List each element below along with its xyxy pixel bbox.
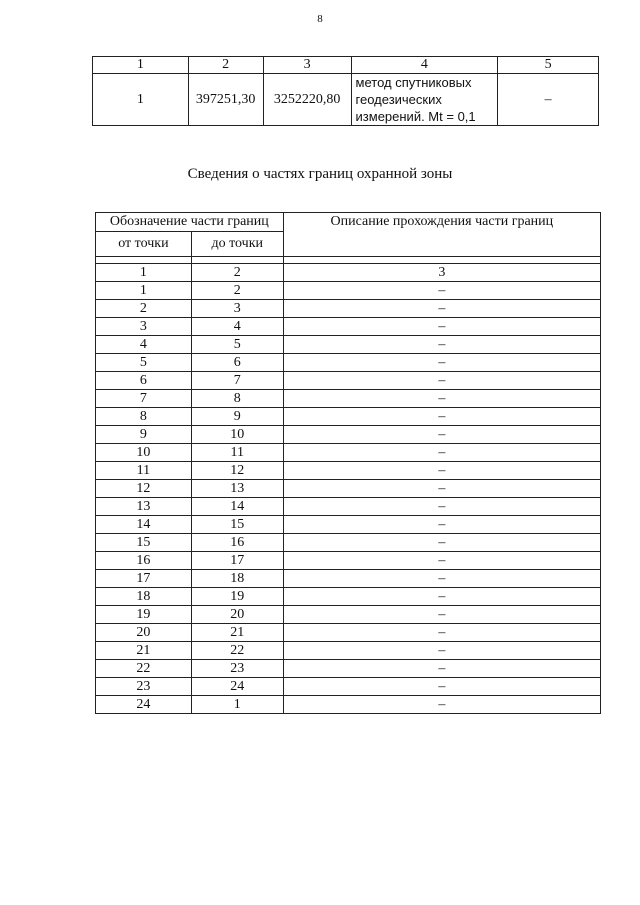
- to-point-cell: 14: [191, 498, 283, 516]
- to-point-cell: 9: [191, 408, 283, 426]
- header-description: Описание прохождения части границ: [283, 213, 600, 257]
- description-cell: –: [283, 354, 600, 372]
- table-row: [96, 642, 601, 660]
- to-point-cell: 22: [191, 642, 283, 660]
- description-cell: –: [283, 624, 600, 642]
- table-row: [96, 336, 601, 354]
- to-point-cell: 11: [191, 444, 283, 462]
- coordinate-x: 397251,30: [188, 74, 263, 126]
- table-row: [96, 408, 601, 426]
- table-row: [96, 588, 601, 606]
- from-point-cell: 18: [96, 588, 192, 606]
- description-cell: –: [283, 498, 600, 516]
- description-cell: –: [283, 588, 600, 606]
- from-point-cell: 13: [96, 498, 192, 516]
- from-point-cell: 10: [96, 444, 192, 462]
- from-point-cell: 4: [96, 336, 192, 354]
- to-point-cell: 12: [191, 462, 283, 480]
- header-from-point: от точки: [96, 232, 192, 257]
- table-row: [96, 390, 601, 408]
- to-point-cell: 24: [191, 678, 283, 696]
- section-title: Сведения о частях границ охранной зоны: [187, 166, 453, 182]
- table-row: [96, 552, 601, 570]
- description-cell: –: [283, 300, 600, 318]
- header-to-point: до точки: [191, 232, 283, 257]
- table-row: [96, 624, 601, 642]
- column-5-value: –: [498, 74, 599, 126]
- description-cell: –: [283, 426, 600, 444]
- to-point-cell: 1: [191, 696, 283, 714]
- description-cell: –: [283, 516, 600, 534]
- from-point-cell: 11: [96, 462, 192, 480]
- from-point-cell: 21: [96, 642, 192, 660]
- description-cell: –: [283, 696, 600, 714]
- from-point-cell: 22: [96, 660, 192, 678]
- to-point-cell: 7: [191, 372, 283, 390]
- from-point-cell: 15: [96, 534, 192, 552]
- table-row: [96, 516, 601, 534]
- description-cell: –: [283, 390, 600, 408]
- to-point-cell: 21: [191, 624, 283, 642]
- from-point-cell: 20: [96, 624, 192, 642]
- coordinates-row: [93, 74, 599, 126]
- table-row: [96, 426, 601, 444]
- table-row: [96, 282, 601, 300]
- coordinate-y: 3252220,80: [263, 74, 351, 126]
- method-line: метод спутниковых: [355, 75, 472, 90]
- from-point-cell: 9: [96, 426, 192, 444]
- description-cell: –: [283, 552, 600, 570]
- to-point-cell: 6: [191, 354, 283, 372]
- column-number-5: 5: [498, 57, 599, 74]
- table-row: [96, 372, 601, 390]
- description-cell: –: [283, 444, 600, 462]
- from-point-cell: 6: [96, 372, 192, 390]
- to-point-cell: 16: [191, 534, 283, 552]
- from-point-cell: 19: [96, 606, 192, 624]
- description-cell: –: [283, 606, 600, 624]
- parts-header-row: [96, 213, 601, 232]
- to-point-cell: 10: [191, 426, 283, 444]
- description-cell: –: [283, 318, 600, 336]
- coordinates-table: [92, 56, 599, 126]
- description-cell: –: [283, 660, 600, 678]
- from-point-cell: 5: [96, 354, 192, 372]
- method-line: геодезических: [355, 92, 442, 107]
- to-point-cell: 13: [191, 480, 283, 498]
- description-cell: –: [283, 678, 600, 696]
- determination-method: [351, 74, 498, 126]
- from-point-cell: 3: [96, 318, 192, 336]
- table-row: [96, 606, 601, 624]
- table-row: [96, 444, 601, 462]
- from-point-cell: 12: [96, 480, 192, 498]
- to-point-cell: 17: [191, 552, 283, 570]
- column-number-4: 4: [351, 57, 498, 74]
- description-cell: –: [283, 570, 600, 588]
- header-part-designation: Обозначение части границ: [96, 213, 284, 232]
- to-point-cell: 23: [191, 660, 283, 678]
- table-row: [96, 354, 601, 372]
- column-number-1: 1: [93, 57, 189, 74]
- to-point-cell: 2: [191, 282, 283, 300]
- description-cell: –: [283, 336, 600, 354]
- to-point-cell: 3: [191, 300, 283, 318]
- description-cell: –: [283, 462, 600, 480]
- description-cell: –: [283, 480, 600, 498]
- table-row: [96, 678, 601, 696]
- coordinates-header-row: [93, 57, 599, 74]
- to-point-cell: 18: [191, 570, 283, 588]
- from-point-cell: 16: [96, 552, 192, 570]
- table-row: [96, 696, 601, 714]
- from-point-cell: 8: [96, 408, 192, 426]
- table-row: [96, 570, 601, 588]
- to-point-cell: 19: [191, 588, 283, 606]
- to-point-cell: 15: [191, 516, 283, 534]
- table-row: [96, 660, 601, 678]
- table-row: [96, 300, 601, 318]
- table-row: [96, 462, 601, 480]
- point-number: 1: [93, 74, 189, 126]
- table-row: [96, 480, 601, 498]
- to-point-cell: 8: [191, 390, 283, 408]
- from-point-cell: 23: [96, 678, 192, 696]
- column-number-1: 1: [96, 264, 192, 282]
- table-row: [96, 318, 601, 336]
- column-number-2: 2: [191, 264, 283, 282]
- to-point-cell: 5: [191, 336, 283, 354]
- from-point-cell: 7: [96, 390, 192, 408]
- from-point-cell: 17: [96, 570, 192, 588]
- from-point-cell: 2: [96, 300, 192, 318]
- to-point-cell: 20: [191, 606, 283, 624]
- description-cell: –: [283, 372, 600, 390]
- method-line: измерений. Mt = 0,1: [355, 109, 476, 124]
- from-point-cell: 24: [96, 696, 192, 714]
- boundary-parts-table: [95, 212, 601, 714]
- from-point-cell: 1: [96, 282, 192, 300]
- column-number-3: 3: [283, 264, 600, 282]
- description-cell: –: [283, 408, 600, 426]
- to-point-cell: 4: [191, 318, 283, 336]
- description-cell: –: [283, 534, 600, 552]
- page-number: 8: [317, 13, 323, 25]
- column-number-3: 3: [263, 57, 351, 74]
- column-number-2: 2: [188, 57, 263, 74]
- description-cell: –: [283, 642, 600, 660]
- from-point-cell: 14: [96, 516, 192, 534]
- header-spacer-row: [96, 257, 601, 264]
- table-row: [96, 498, 601, 516]
- column-numbers-row: [96, 264, 601, 282]
- table-row: [96, 534, 601, 552]
- description-cell: –: [283, 282, 600, 300]
